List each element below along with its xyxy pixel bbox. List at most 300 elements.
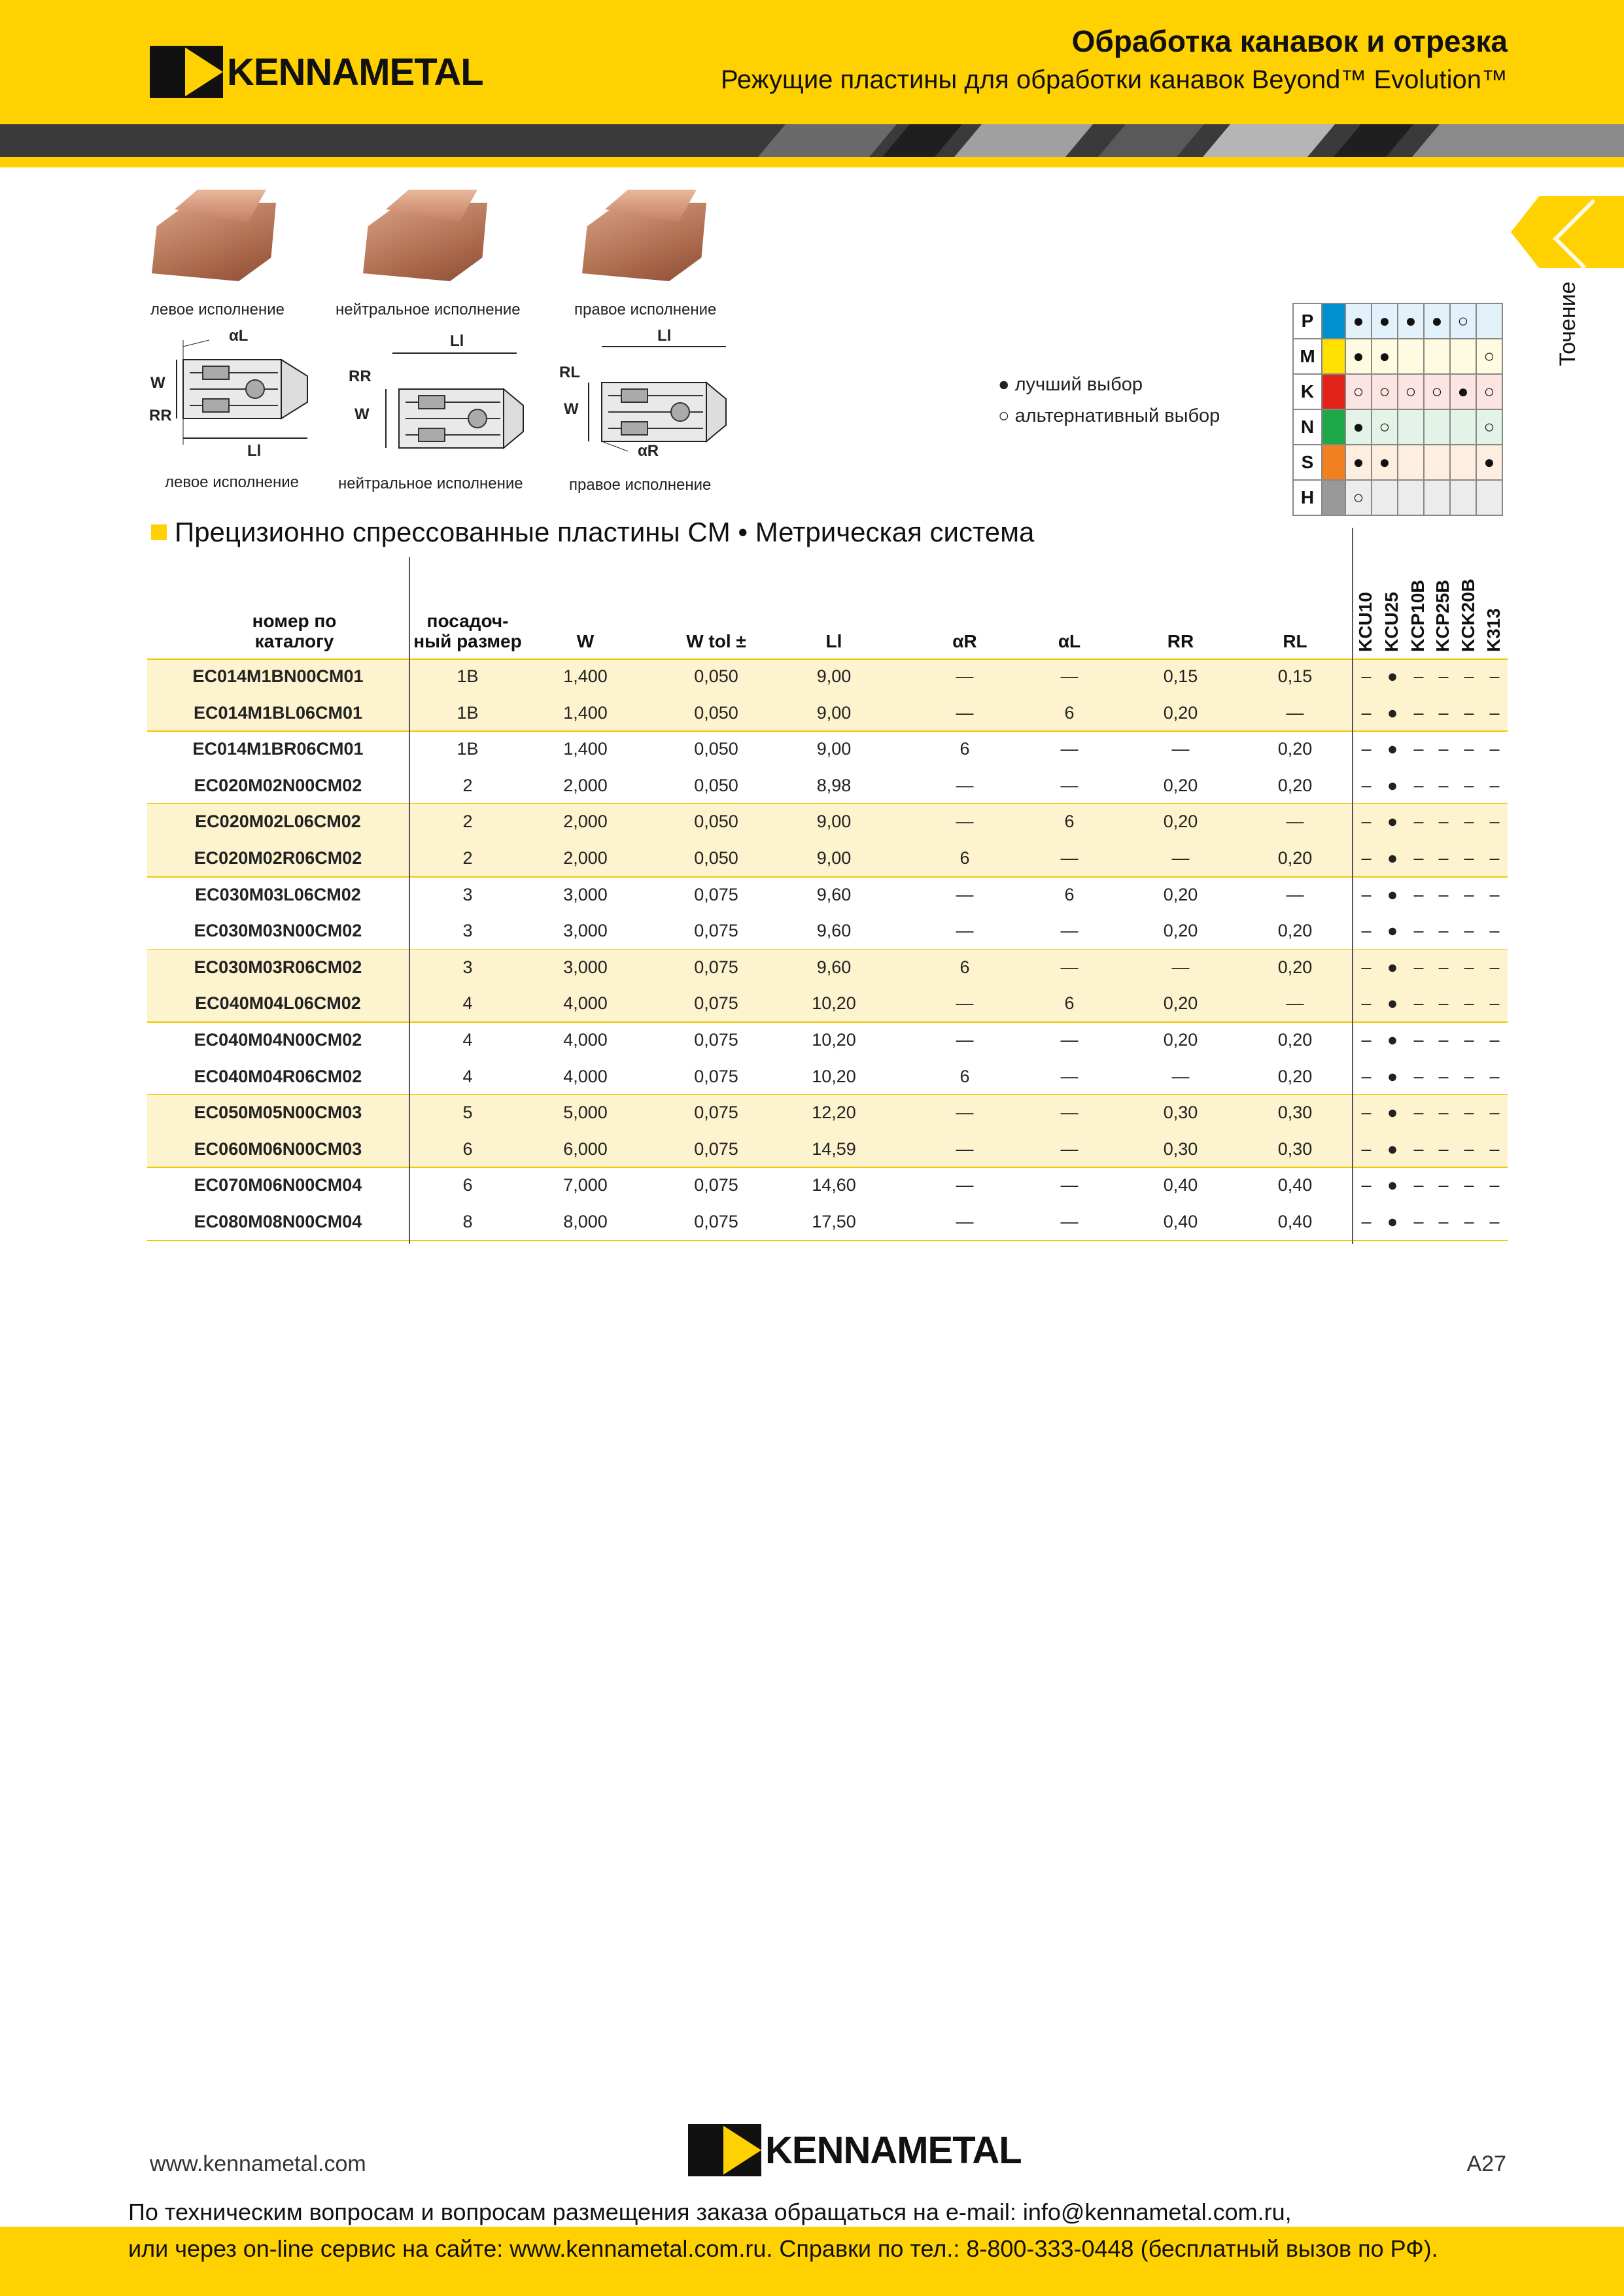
material-suitability-cell: ○: [1424, 374, 1450, 409]
cell-cat: EC014M1BL06CM01: [193, 702, 363, 723]
material-suitability-cell: ●: [1398, 303, 1424, 339]
cell-grade: –: [1464, 739, 1474, 759]
drawing-left-al-label: αL: [229, 327, 249, 345]
cell-seat: 6: [462, 1175, 473, 1195]
cell-grade: –: [1361, 957, 1372, 977]
cell-grade: –: [1438, 812, 1449, 832]
cell-al: —: [1060, 1103, 1079, 1123]
cell-rl: 0,40: [1277, 1212, 1313, 1231]
drawing-neutral-w-label: W: [354, 405, 370, 423]
cell-al: —: [1060, 957, 1079, 977]
grade-header-kcp25b: [1431, 560, 1456, 652]
cell-li: 9,60: [816, 921, 852, 941]
material-suitability-cell: ●: [1345, 445, 1372, 480]
cell-w: 2,000: [563, 812, 608, 832]
cell-cat: EC040M04L06CM02: [195, 993, 361, 1014]
cell-seat: 4: [462, 1030, 473, 1050]
cell-al: —: [1060, 775, 1079, 795]
cell-grade: ●: [1387, 993, 1398, 1014]
footer-url[interactable]: www.kennametal.com: [150, 2151, 366, 2176]
cell-grade: –: [1413, 1103, 1424, 1123]
cell-grade: –: [1489, 1175, 1500, 1195]
cell-wtol: 0,075: [694, 1103, 738, 1123]
cell-li: 9,60: [816, 884, 852, 904]
cell-w: 3,000: [563, 921, 608, 941]
cell-seat: 4: [462, 993, 473, 1014]
cell-al: 6: [1064, 702, 1075, 723]
drawing-left-w-label: W: [150, 374, 165, 392]
cell-grade: –: [1361, 1030, 1372, 1050]
cell-grade: ●: [1387, 739, 1398, 759]
cell-grade: –: [1464, 702, 1474, 723]
cell-rl: 0,20: [1277, 921, 1313, 941]
cell-rr: 0,15: [1163, 666, 1198, 686]
cell-al: 6: [1064, 993, 1075, 1014]
cell-li: 9,60: [816, 957, 852, 977]
cell-grade: –: [1489, 702, 1500, 723]
cell-seat: 2: [462, 848, 473, 868]
cell-cat: EC040M04R06CM02: [194, 1066, 362, 1086]
cell-rl: 0,40: [1277, 1175, 1313, 1195]
cell-seat: 8: [462, 1212, 473, 1231]
cell-cat: EC050M05N00CM03: [194, 1103, 362, 1123]
cell-grade: –: [1361, 1066, 1372, 1086]
table-row: [147, 1095, 1508, 1131]
table-row: [147, 877, 1508, 914]
material-row: [1293, 445, 1502, 480]
cell-cat: EC014M1BN00CM01: [192, 666, 364, 686]
header-underline: [0, 157, 1624, 167]
cell-grade: –: [1413, 775, 1424, 795]
cell-grade: –: [1489, 1030, 1500, 1050]
cell-ar: —: [956, 1030, 974, 1050]
grade-header-kcp10b: [1406, 560, 1431, 652]
cell-rr: 0,20: [1163, 812, 1198, 832]
material-row: [1293, 480, 1502, 515]
material-suitability-cell: ●: [1372, 303, 1398, 339]
cell-li: 14,60: [812, 1175, 856, 1195]
cell-grade: –: [1413, 1139, 1424, 1159]
cell-rl: —: [1286, 884, 1304, 904]
cell-grade: –: [1464, 1212, 1474, 1231]
cell-li: 14,59: [812, 1139, 856, 1159]
cell-li: 8,98: [816, 775, 852, 795]
cell-wtol: 0,050: [694, 702, 738, 723]
cell-grade: –: [1489, 1103, 1500, 1123]
cell-al: —: [1060, 1139, 1079, 1159]
cell-ar: —: [956, 1212, 974, 1231]
drawing-right-li-label: Ll: [657, 327, 672, 345]
material-color-swatch: [1322, 445, 1345, 480]
table-divider: [409, 557, 410, 1244]
cell-seat: 1B: [457, 702, 479, 723]
material-row: [1293, 339, 1502, 374]
material-color-swatch: [1322, 303, 1345, 339]
cell-w: 4,000: [563, 1066, 608, 1086]
cell-grade: –: [1361, 812, 1372, 832]
col-header-rl: RL: [1283, 631, 1307, 652]
cell-grade: ●: [1387, 1103, 1398, 1123]
col-header-wtol: W tol ±: [686, 631, 746, 652]
cell-cat: EC040M04N00CM02: [194, 1030, 362, 1050]
cell-grade: ●: [1387, 1066, 1398, 1086]
cell-grade: –: [1361, 739, 1372, 759]
cell-wtol: 0,075: [694, 1212, 738, 1231]
cell-grade: –: [1361, 921, 1372, 941]
cell-ar: 6: [959, 848, 970, 868]
drawing-caption-left: левое исполнение: [165, 473, 300, 491]
grade-label: KCU25: [1381, 592, 1402, 652]
cell-wtol: 0,075: [694, 957, 738, 977]
grade-header-kck20b: [1457, 560, 1481, 652]
cell-grade: –: [1438, 702, 1449, 723]
grade-label: KCP10B: [1408, 579, 1428, 652]
cell-rl: 0,20: [1277, 739, 1313, 759]
cell-grade: ●: [1387, 1212, 1398, 1231]
cell-seat: 3: [462, 921, 473, 941]
cell-seat: 3: [462, 957, 473, 977]
cell-grade: ●: [1387, 775, 1398, 795]
cell-ar: 6: [959, 1066, 970, 1086]
table-row: [147, 840, 1508, 877]
table-row: [147, 731, 1508, 768]
cell-grade: –: [1438, 666, 1449, 686]
cell-wtol: 0,075: [694, 1030, 738, 1050]
cell-ar: —: [956, 812, 974, 832]
cell-grade: –: [1438, 957, 1449, 977]
material-suitability-cell: ○: [1372, 409, 1398, 445]
cell-seat: 2: [462, 812, 473, 832]
cell-cat: EC030M03L06CM02: [195, 884, 361, 904]
cell-rr: —: [1171, 848, 1190, 868]
cell-wtol: 0,075: [694, 1139, 738, 1159]
section-tab-arrow-icon[interactable]: [1511, 196, 1624, 268]
cell-grade: –: [1413, 884, 1424, 904]
kennametal-k-icon: [150, 46, 223, 98]
cell-seat: 3: [462, 884, 473, 904]
cell-grade: –: [1438, 1103, 1449, 1123]
table-row: [147, 950, 1508, 986]
cell-rr: 0,20: [1163, 884, 1198, 904]
cell-grade: –: [1438, 1030, 1449, 1050]
cell-al: —: [1060, 1066, 1079, 1086]
cell-wtol: 0,075: [694, 1175, 738, 1195]
material-suitability-cell: ○: [1345, 480, 1372, 515]
cell-w: 7,000: [563, 1175, 608, 1195]
table-row: [147, 695, 1508, 732]
grade-label: KCK20B: [1458, 578, 1478, 652]
cell-grade: –: [1361, 884, 1372, 904]
cell-grade: –: [1361, 1103, 1372, 1123]
grade-divider: [1352, 528, 1353, 1244]
cell-grade: –: [1438, 921, 1449, 941]
legend-alt: ○ альтернативный выбор: [998, 405, 1220, 426]
cell-w: 5,000: [563, 1103, 608, 1123]
cell-grade: –: [1438, 993, 1449, 1014]
cell-rl: 0,30: [1277, 1103, 1313, 1123]
cell-grade: –: [1489, 921, 1500, 941]
cell-ar: —: [956, 775, 974, 795]
legend-alt-text: альтернативный выбор: [1014, 405, 1220, 426]
table-row: [147, 1204, 1508, 1241]
drawing-right-ar-label: αR: [638, 442, 659, 460]
cell-seat: 1B: [457, 739, 479, 759]
cell-ar: —: [956, 993, 974, 1014]
insert-drawing-neutral: [347, 327, 536, 464]
cell-grade: –: [1489, 812, 1500, 832]
cell-grade: –: [1464, 957, 1474, 977]
footer-contact-line-2: или через on-line сервис на сайте: www.kennametal.com.ru. Справки по тел.: 8-800-333-0448 (бесплатный вызов по РФ).: [128, 2235, 1438, 2262]
material-suitability-cell: [1424, 480, 1450, 515]
footer-brand-name: KENNAMETAL: [765, 2129, 1022, 2172]
cell-wtol: 0,075: [694, 921, 738, 941]
section-heading: [151, 517, 1034, 548]
cell-rr: 0,20: [1163, 775, 1198, 795]
material-suitability-cell: [1372, 480, 1398, 515]
material-suitability-cell: [1424, 445, 1450, 480]
material-row: [1293, 409, 1502, 445]
cell-seat: 5: [462, 1103, 473, 1123]
cell-li: 9,00: [816, 666, 852, 686]
cell-grade: –: [1464, 1030, 1474, 1050]
cell-w: 6,000: [563, 1139, 608, 1159]
cell-grade: –: [1464, 1175, 1474, 1195]
cell-w: 1,400: [563, 739, 608, 759]
cell-cat: EC070M06N00CM04: [194, 1175, 362, 1195]
cell-ar: —: [956, 921, 974, 941]
grade-label: KCP25B: [1432, 579, 1453, 652]
cell-li: 9,00: [816, 702, 852, 723]
cell-wtol: 0,050: [694, 666, 738, 686]
cell-grade: ●: [1387, 1175, 1398, 1195]
cell-seat: 4: [462, 1066, 473, 1086]
cell-al: —: [1060, 921, 1079, 941]
cell-grade: –: [1361, 1175, 1372, 1195]
cell-grade: –: [1413, 957, 1424, 977]
material-suitability-cell: ●: [1450, 374, 1476, 409]
cell-grade: –: [1413, 1030, 1424, 1050]
cell-grade: –: [1464, 666, 1474, 686]
material-letter: S: [1293, 445, 1322, 480]
cell-cat: EC030M03R06CM02: [194, 957, 362, 977]
cell-li: 9,00: [816, 739, 852, 759]
col-header-ar: αR: [952, 631, 977, 652]
cell-grade: –: [1464, 884, 1474, 904]
drawing-neutral-rr-label: RR: [349, 368, 371, 385]
material-suitability-cell: ○: [1476, 374, 1502, 409]
legend-best-text: лучший выбор: [1014, 374, 1143, 395]
cell-grade: ●: [1387, 702, 1398, 723]
col-header-w: W: [576, 631, 595, 652]
material-letter: H: [1293, 480, 1322, 515]
cell-grade: –: [1438, 1066, 1449, 1086]
material-color-swatch: [1322, 374, 1345, 409]
cell-grade: –: [1489, 1066, 1500, 1086]
cell-rr: 0,30: [1163, 1139, 1198, 1159]
cell-li: 10,20: [812, 993, 856, 1014]
header-title: Обработка канавок и отрезка: [1071, 24, 1508, 58]
cell-rl: 0,20: [1277, 957, 1313, 977]
material-suitability-cell: [1398, 409, 1424, 445]
cell-grade: –: [1438, 1212, 1449, 1231]
footer-logo: [688, 2124, 1022, 2176]
cell-ar: —: [956, 1139, 974, 1159]
material-suitability-cell: ●: [1345, 409, 1372, 445]
material-suitability-cell: ●: [1345, 339, 1372, 374]
footer-contact-line-1: По техническим вопросам и вопросам размещения заказа обращаться на e-mail: info@kennametal.com.ru,: [128, 2199, 1292, 2225]
cell-grade: –: [1464, 775, 1474, 795]
cell-grade: –: [1438, 739, 1449, 759]
cell-grade: –: [1438, 1175, 1449, 1195]
cell-wtol: 0,075: [694, 993, 738, 1014]
material-suitability-cell: [1450, 409, 1476, 445]
cell-wtol: 0,050: [694, 848, 738, 868]
section-bullet-icon: [151, 524, 167, 540]
cell-wtol: 0,075: [694, 1066, 738, 1086]
cell-rr: 0,30: [1163, 1103, 1198, 1123]
material-suitability-cell: ●: [1476, 445, 1502, 480]
cell-rl: 0,20: [1277, 1066, 1313, 1086]
cell-al: 6: [1064, 884, 1075, 904]
material-suitability-cell: ●: [1372, 339, 1398, 374]
cell-grade: –: [1438, 1139, 1449, 1159]
cell-grade: ●: [1387, 1139, 1398, 1159]
cell-grade: –: [1489, 1212, 1500, 1231]
material-suitability-cell: [1424, 339, 1450, 374]
row-divider: [147, 659, 1508, 660]
cell-rl: —: [1286, 702, 1304, 723]
cell-cat: EC020M02R06CM02: [194, 848, 362, 868]
cell-grade: –: [1413, 993, 1424, 1014]
page-header: [0, 0, 1624, 124]
material-suitability-cell: ●: [1424, 303, 1450, 339]
cell-grade: –: [1489, 775, 1500, 795]
cell-seat: 1B: [457, 666, 479, 686]
material-suitability-cell: [1450, 480, 1476, 515]
cell-grade: –: [1361, 848, 1372, 868]
cell-w: 4,000: [563, 993, 608, 1014]
col-header-catalog: номер по каталогу: [252, 611, 337, 652]
drawing-caption-right: правое исполнение: [569, 476, 712, 494]
header-subtitle: Режущие пластины для обработки канавок Beyond™ Evolution™: [720, 65, 1508, 94]
material-suitability-cell: [1450, 445, 1476, 480]
kennametal-k-icon: [688, 2124, 761, 2176]
material-letter: P: [1293, 303, 1322, 339]
cell-grade: –: [1438, 775, 1449, 795]
drawing-caption-neutral: нейтральное исполнение: [338, 475, 523, 492]
cell-rl: —: [1286, 993, 1304, 1014]
cell-rr: 0,20: [1163, 702, 1198, 723]
material-suitability-cell: [1398, 445, 1424, 480]
cell-grade: ●: [1387, 884, 1398, 904]
cell-rl: —: [1286, 812, 1304, 832]
material-color-swatch: [1322, 409, 1345, 445]
cell-grade: –: [1489, 993, 1500, 1014]
cell-al: —: [1060, 1212, 1079, 1231]
cell-grade: –: [1489, 884, 1500, 904]
cell-grade: ●: [1387, 848, 1398, 868]
cell-grade: –: [1489, 1139, 1500, 1159]
grade-header-k313: [1482, 560, 1507, 652]
material-suitability-cell: [1476, 480, 1502, 515]
material-suitability-cell: ○: [1372, 374, 1398, 409]
brand-name: KENNAMETAL: [227, 50, 483, 94]
photo-caption-left: левое исполнение: [150, 301, 285, 318]
cell-ar: —: [956, 1103, 974, 1123]
cell-grade: –: [1489, 666, 1500, 686]
cell-grade: ●: [1387, 921, 1398, 941]
drawing-right-rl-label: RL: [559, 364, 580, 381]
drawing-left-li-label: Ll: [247, 442, 262, 460]
material-suitability-cell: [1450, 339, 1476, 374]
cell-w: 1,400: [563, 666, 608, 686]
cell-grade: ●: [1387, 812, 1398, 832]
cell-w: 8,000: [563, 1212, 608, 1231]
cell-grade: –: [1413, 848, 1424, 868]
cell-grade: –: [1413, 666, 1424, 686]
cell-li: 9,00: [816, 848, 852, 868]
material-letter: N: [1293, 409, 1322, 445]
grade-label: K313: [1483, 608, 1504, 652]
material-row: [1293, 303, 1502, 339]
table-row: [147, 659, 1508, 695]
cell-al: —: [1060, 1175, 1079, 1195]
cell-al: —: [1060, 1030, 1079, 1050]
material-suitability-cell: ○: [1476, 409, 1502, 445]
insert-drawing-left: [150, 327, 327, 464]
cell-cat: EC020M02L06CM02: [195, 812, 361, 832]
cell-grade: –: [1361, 775, 1372, 795]
material-suitability-cell: ●: [1345, 303, 1372, 339]
cell-li: 17,50: [812, 1212, 856, 1231]
cell-wtol: 0,075: [694, 884, 738, 904]
cell-wtol: 0,050: [694, 775, 738, 795]
material-suitability-cell: [1476, 303, 1502, 339]
material-suitability-cell: [1398, 339, 1424, 374]
cell-grade: –: [1413, 1066, 1424, 1086]
cell-li: 12,20: [812, 1103, 856, 1123]
cell-cat: EC080M08N00CM04: [194, 1212, 362, 1231]
col-header-li: Ll: [825, 631, 842, 652]
cell-grade: –: [1464, 921, 1474, 941]
cell-grade: –: [1464, 812, 1474, 832]
material-suitability-cell: ○: [1476, 339, 1502, 374]
table-row: [147, 1167, 1508, 1204]
cell-grade: –: [1464, 1139, 1474, 1159]
grade-header-kcu25: [1380, 560, 1405, 652]
cell-al: 6: [1064, 812, 1075, 832]
cell-cat: EC020M02N00CM02: [194, 775, 362, 795]
cell-rl: 0,30: [1277, 1139, 1313, 1159]
material-letter: M: [1293, 339, 1322, 374]
cell-grade: –: [1438, 848, 1449, 868]
material-letter: K: [1293, 374, 1322, 409]
col-header-al: αL: [1058, 631, 1081, 652]
cell-grade: –: [1489, 848, 1500, 868]
material-color-swatch: [1322, 480, 1345, 515]
cell-li: 9,00: [816, 812, 852, 832]
cell-grade: –: [1361, 1139, 1372, 1159]
cell-wtol: 0,050: [694, 739, 738, 759]
material-grid: [1292, 303, 1503, 516]
section-tab-label: [1555, 281, 1595, 392]
table-header: [147, 557, 1508, 659]
material-suitability-cell: ○: [1345, 374, 1372, 409]
cell-grade: ●: [1387, 1030, 1398, 1050]
cell-grade: –: [1464, 848, 1474, 868]
cell-grade: ●: [1387, 666, 1398, 686]
col-header-seat: посадоч- ный размер: [413, 611, 522, 652]
